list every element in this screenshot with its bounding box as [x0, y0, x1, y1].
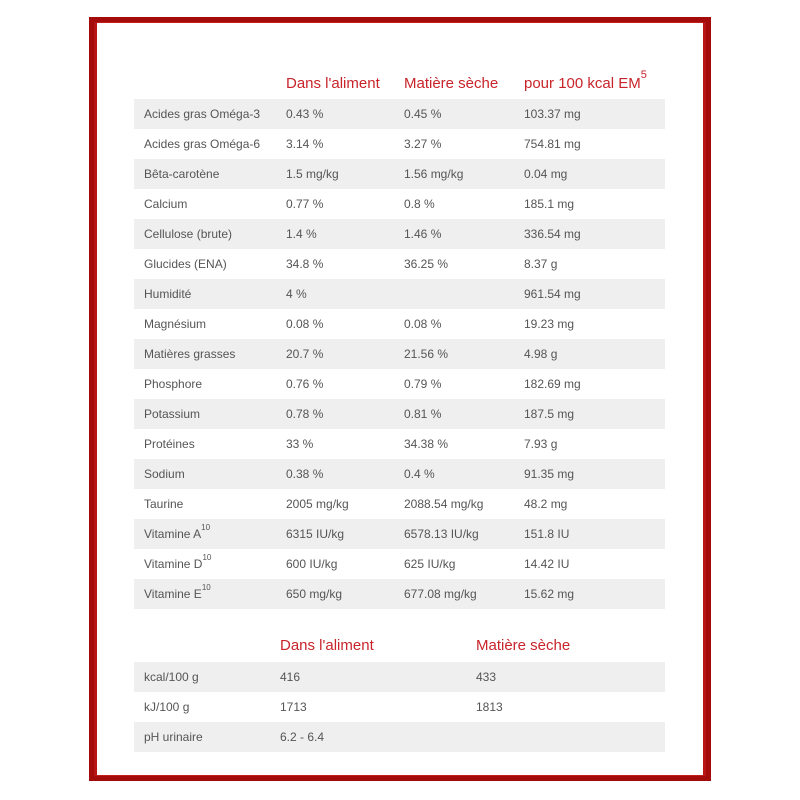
nutrient-name-text: Humidité [144, 287, 192, 301]
energy-dry-matter [476, 722, 665, 752]
value-per-100-kcal [524, 369, 665, 399]
energy-in-food-text: 1713 [280, 700, 307, 714]
energy-row [134, 722, 665, 752]
value-dry-matter [404, 369, 524, 399]
value-per-100-kcal-text: 4.98 g [524, 347, 558, 361]
value-in-food [286, 399, 404, 429]
energy-row [134, 692, 665, 722]
footnote-ref: 10 [202, 553, 212, 562]
value-per-100-kcal [524, 399, 665, 429]
nutrient-name-text: Vitamine E [144, 587, 202, 601]
header-per-100-kcal [524, 57, 665, 99]
value-in-food-text: 650 mg/kg [286, 587, 343, 601]
value-in-food-text: 33 % [286, 437, 314, 451]
nutrient-name [134, 339, 286, 369]
value-in-food [286, 519, 404, 549]
energy-table-header [134, 619, 665, 662]
value-dry-matter-text: 0.81 % [404, 407, 442, 421]
value-dry-matter [404, 339, 524, 369]
value-dry-matter-text: 0.08 % [404, 317, 442, 331]
value-in-food-text: 6315 IU/kg [286, 527, 345, 541]
value-dry-matter-text: 36.25 % [404, 257, 449, 271]
value-dry-matter-text: 1.56 mg/kg [404, 167, 464, 181]
energy-label-text: pH urinaire [144, 730, 203, 744]
nutrient-name-text: Matières grasses [144, 347, 236, 361]
value-in-food-text: 3.14 % [286, 137, 324, 151]
value-per-100-kcal-text: 14.42 IU [524, 557, 570, 571]
value-per-100-kcal-text: 182.69 mg [524, 377, 581, 391]
nutrient-row [134, 219, 665, 249]
value-dry-matter-text: 34.38 % [404, 437, 449, 451]
nutrient-name-text: Acides gras Oméga-6 [144, 137, 261, 151]
energy-in-food [280, 692, 476, 722]
nutrient-row [134, 249, 665, 279]
value-per-100-kcal-text: 185.1 mg [524, 197, 575, 211]
value-dry-matter-text: 625 IU/kg [404, 557, 456, 571]
value-dry-matter [404, 519, 524, 549]
value-in-food-text: 20.7 % [286, 347, 324, 361]
energy-dry-matter-text: 1813 [476, 700, 503, 714]
nutrient-name-text: Calcium [144, 197, 188, 211]
value-per-100-kcal-text: 754.81 mg [524, 137, 581, 151]
energy-in-food-text: 6.2 - 6.4 [280, 730, 325, 744]
value-in-food [286, 429, 404, 459]
value-in-food-text: 0.78 % [286, 407, 324, 421]
footnote-ref: 10 [201, 523, 211, 532]
value-in-food [286, 189, 404, 219]
value-dry-matter-text: 0.45 % [404, 107, 442, 121]
nutrient-name-text: Taurine [144, 497, 184, 511]
value-per-100-kcal [524, 579, 665, 609]
value-per-100-kcal [524, 519, 665, 549]
nutrient-name-text: Potassium [144, 407, 201, 421]
value-dry-matter [404, 99, 524, 129]
nutrient-row [134, 369, 665, 399]
nutrient-name-text: Sodium [144, 467, 185, 481]
value-dry-matter [404, 459, 524, 489]
footnote-ref: 10 [201, 583, 211, 592]
nutrient-name-text: Vitamine D [144, 557, 203, 571]
energy-in-food [280, 722, 476, 752]
nutrient-row [134, 159, 665, 189]
nutrient-name-text: Bêta-carotène [144, 167, 220, 181]
nutrient-table [134, 57, 665, 609]
nutrient-table-body [134, 99, 665, 609]
value-per-100-kcal [524, 429, 665, 459]
value-dry-matter [404, 489, 524, 519]
energy-header-label [134, 619, 280, 662]
value-dry-matter [404, 309, 524, 339]
value-per-100-kcal-text: 7.93 g [524, 437, 558, 451]
value-per-100-kcal-text: 19.23 mg [524, 317, 575, 331]
value-in-food-text: 600 IU/kg [286, 557, 338, 571]
value-per-100-kcal-text: 961.54 mg [524, 287, 581, 301]
value-per-100-kcal-text: 0.04 mg [524, 167, 568, 181]
energy-label [134, 692, 280, 722]
nutrient-name [134, 279, 286, 309]
header-in-food: Dans l'aliment [286, 75, 380, 92]
value-per-100-kcal [524, 309, 665, 339]
value-in-food [286, 129, 404, 159]
value-dry-matter-text: 0.79 % [404, 377, 442, 391]
value-per-100-kcal [524, 159, 665, 189]
value-per-100-kcal [524, 489, 665, 519]
energy-header-dry-matter: Matière sèche [476, 637, 571, 654]
nutrient-name [134, 429, 286, 459]
energy-in-food [280, 662, 476, 692]
value-in-food [286, 549, 404, 579]
header-per-100-kcal-text: pour 100 kcal EM [524, 75, 641, 92]
value-per-100-kcal [524, 549, 665, 579]
nutrient-name-text: Protéines [144, 437, 195, 451]
header-nutrient [134, 57, 286, 99]
nutrient-name-text: Phosphore [144, 377, 203, 391]
value-in-food [286, 279, 404, 309]
nutrient-name-text: Acides gras Oméga-3 [144, 107, 261, 121]
nutrient-name [134, 309, 286, 339]
nutrient-name [134, 579, 286, 609]
value-dry-matter [404, 219, 524, 249]
nutrient-name [134, 219, 286, 249]
value-in-food [286, 339, 404, 369]
nutrient-row [134, 189, 665, 219]
value-dry-matter [404, 549, 524, 579]
nutrient-row [134, 279, 665, 309]
value-dry-matter [404, 429, 524, 459]
nutrient-row [134, 129, 665, 159]
nutrient-name [134, 369, 286, 399]
energy-header-in-food: Dans l'aliment [280, 637, 374, 654]
value-dry-matter-text: 0.4 % [404, 467, 435, 481]
nutrient-row [134, 579, 665, 609]
value-in-food [286, 309, 404, 339]
value-dry-matter-text: 3.27 % [404, 137, 442, 151]
value-in-food [286, 99, 404, 129]
value-in-food-text: 2005 mg/kg [286, 497, 349, 511]
nutrient-name-text: Magnésium [144, 317, 207, 331]
value-per-100-kcal [524, 99, 665, 129]
nutrient-row [134, 459, 665, 489]
energy-label-text: kJ/100 g [144, 700, 190, 714]
value-dry-matter [404, 579, 524, 609]
energy-dry-matter [476, 662, 665, 692]
value-per-100-kcal [524, 219, 665, 249]
value-in-food-text: 4 % [286, 287, 307, 301]
value-per-100-kcal [524, 249, 665, 279]
value-in-food [286, 249, 404, 279]
value-per-100-kcal-text: 187.5 mg [524, 407, 575, 421]
nutrient-name [134, 549, 286, 579]
value-dry-matter [404, 249, 524, 279]
value-dry-matter [404, 159, 524, 189]
energy-in-food-text: 416 [280, 670, 301, 684]
energy-label-text: kcal/100 g [144, 670, 199, 684]
nutrient-row [134, 309, 665, 339]
value-in-food-text: 0.38 % [286, 467, 324, 481]
nutrient-name-text: Glucides (ENA) [144, 257, 227, 271]
nutrient-row [134, 549, 665, 579]
nutrition-panel [89, 17, 711, 781]
value-dry-matter-text: 21.56 % [404, 347, 449, 361]
value-in-food [286, 159, 404, 189]
nutrient-name [134, 489, 286, 519]
energy-label [134, 722, 280, 752]
value-in-food [286, 489, 404, 519]
value-dry-matter [404, 279, 524, 309]
header-footnote-ref: 5 [640, 69, 647, 81]
nutrient-row [134, 519, 665, 549]
value-dry-matter-text: 1.46 % [404, 227, 442, 241]
value-per-100-kcal-text: 103.37 mg [524, 107, 581, 121]
value-in-food-text: 1.5 mg/kg [286, 167, 339, 181]
energy-table-body [134, 662, 665, 752]
value-dry-matter [404, 399, 524, 429]
nutrient-row [134, 399, 665, 429]
value-dry-matter [404, 189, 524, 219]
nutrient-name [134, 159, 286, 189]
value-per-100-kcal-text: 336.54 mg [524, 227, 581, 241]
value-dry-matter-text: 6578.13 IU/kg [404, 527, 479, 541]
nutrient-row [134, 99, 665, 129]
header-dry-matter: Matière sèche [404, 75, 499, 92]
value-per-100-kcal [524, 279, 665, 309]
value-in-food [286, 459, 404, 489]
value-dry-matter-text: 0.8 % [404, 197, 435, 211]
energy-dry-matter-text: 433 [476, 670, 497, 684]
value-in-food-text: 0.76 % [286, 377, 324, 391]
value-in-food [286, 369, 404, 399]
nutrient-row [134, 429, 665, 459]
value-dry-matter [404, 129, 524, 159]
energy-label [134, 662, 280, 692]
value-in-food [286, 579, 404, 609]
energy-dry-matter [476, 692, 665, 722]
value-in-food-text: 0.77 % [286, 197, 324, 211]
nutrient-name [134, 189, 286, 219]
value-per-100-kcal [524, 189, 665, 219]
value-dry-matter-text: 677.08 mg/kg [404, 587, 477, 601]
nutrient-name [134, 249, 286, 279]
nutrient-name-text: Cellulose (brute) [144, 227, 233, 241]
energy-table [134, 619, 665, 752]
value-per-100-kcal [524, 339, 665, 369]
value-per-100-kcal [524, 129, 665, 159]
value-in-food-text: 34.8 % [286, 257, 324, 271]
value-per-100-kcal [524, 459, 665, 489]
nutrient-table-header [134, 57, 665, 99]
value-in-food [286, 219, 404, 249]
nutrient-row [134, 489, 665, 519]
value-in-food-text: 1.4 % [286, 227, 317, 241]
value-dry-matter-text: 2088.54 mg/kg [404, 497, 484, 511]
value-per-100-kcal-text: 15.62 mg [524, 587, 575, 601]
nutrient-name [134, 399, 286, 429]
value-per-100-kcal-text: 151.8 IU [524, 527, 570, 541]
energy-row [134, 662, 665, 692]
nutrient-name [134, 99, 286, 129]
nutrient-row [134, 339, 665, 369]
nutrient-name [134, 459, 286, 489]
value-in-food-text: 0.08 % [286, 317, 324, 331]
value-per-100-kcal-text: 8.37 g [524, 257, 558, 271]
value-per-100-kcal-text: 91.35 mg [524, 467, 575, 481]
value-in-food-text: 0.43 % [286, 107, 324, 121]
nutrient-name [134, 129, 286, 159]
nutrient-name-text: Vitamine A [144, 527, 202, 541]
value-per-100-kcal-text: 48.2 mg [524, 497, 568, 511]
nutrient-name [134, 519, 286, 549]
